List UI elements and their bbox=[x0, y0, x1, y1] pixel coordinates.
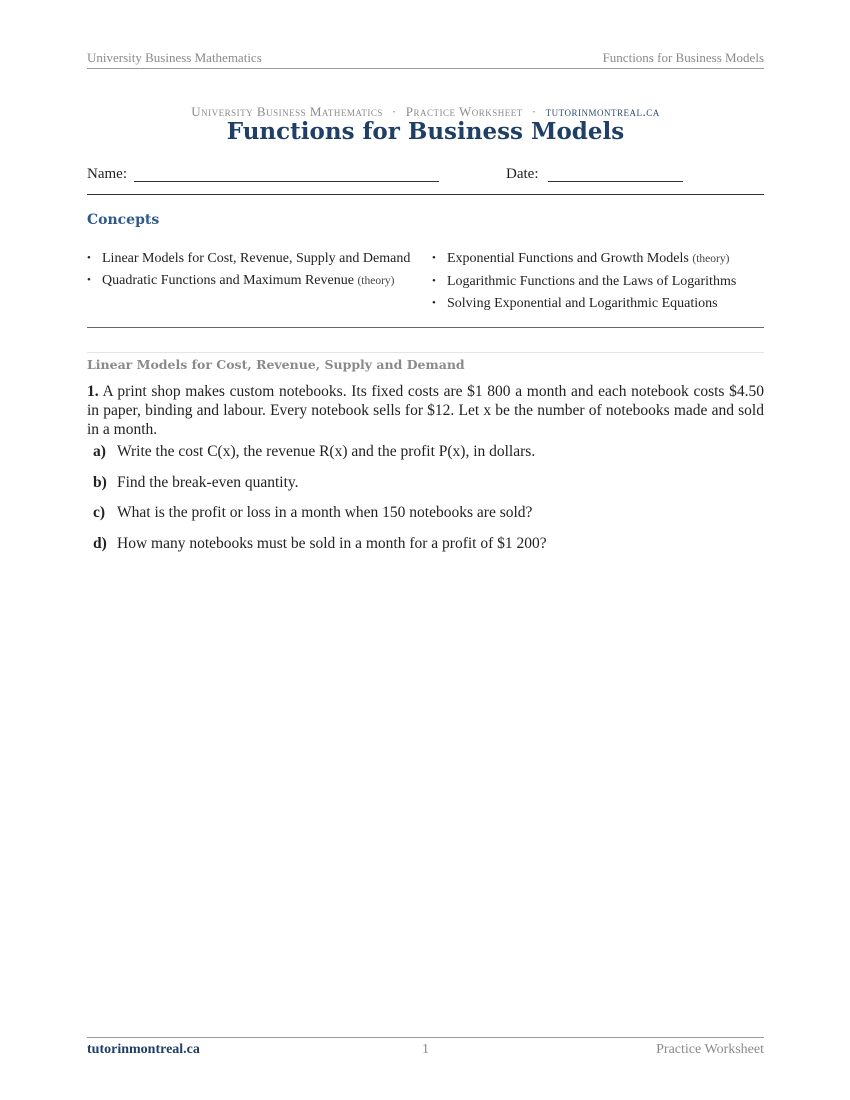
footer-worksheet-kind: Practice Worksheet bbox=[656, 1042, 764, 1057]
concept-theory-tag: (theory) bbox=[692, 253, 730, 265]
name-field[interactable] bbox=[134, 181, 439, 182]
concept-item bbox=[87, 272, 422, 290]
header-divider bbox=[87, 194, 764, 195]
concept-text: Logarithmic Functions and the Laws of Logarithms bbox=[447, 274, 737, 289]
problem-statement bbox=[87, 382, 764, 439]
problem-part bbox=[93, 504, 764, 524]
problem-part bbox=[93, 443, 764, 463]
section-heading: Linear Models for Cost, Revenue, Supply and Demand bbox=[87, 357, 465, 372]
concept-item bbox=[432, 273, 767, 290]
page-title: Functions for Business Models bbox=[226, 118, 625, 145]
concept-text: Linear Models for Cost, Revenue, Supply and Demand bbox=[102, 251, 411, 266]
footer-divider bbox=[87, 1037, 764, 1038]
page-footer bbox=[87, 1042, 764, 1060]
section-divider bbox=[87, 352, 764, 353]
kicker-separator: · bbox=[531, 104, 537, 119]
part-label: c) bbox=[93, 504, 106, 521]
name-date-row bbox=[87, 166, 764, 186]
concepts-column-left bbox=[87, 250, 422, 295]
concepts-list bbox=[87, 250, 764, 320]
problem-number: 1. bbox=[87, 383, 99, 400]
concepts-divider bbox=[87, 327, 764, 328]
concept-item bbox=[432, 295, 767, 312]
concepts-heading: Concepts bbox=[87, 212, 160, 228]
running-header-course: University Business Mathematics bbox=[87, 50, 262, 65]
kicker-kind: Practice Worksheet bbox=[405, 104, 523, 119]
part-text: What is the profit or loss in a month when 150 notebooks are sold? bbox=[117, 504, 533, 521]
problem-part bbox=[93, 535, 764, 555]
problem-part bbox=[93, 474, 764, 494]
running-header bbox=[87, 50, 764, 69]
name-label: Name: bbox=[87, 166, 127, 182]
date-label: Date: bbox=[506, 166, 539, 182]
concept-text: Quadratic Functions and Maximum Revenue bbox=[102, 273, 354, 288]
running-header-topic: Functions for Business Models bbox=[602, 50, 764, 65]
part-label: b) bbox=[93, 473, 107, 491]
kicker-site: tutorinmontreal.ca bbox=[545, 104, 660, 119]
problem-parts bbox=[93, 443, 764, 565]
part-label: d) bbox=[93, 534, 107, 552]
concept-item bbox=[432, 250, 767, 268]
kicker-course: University Business Mathematics bbox=[191, 104, 383, 119]
concepts-column-right bbox=[432, 250, 767, 317]
worksheet-page bbox=[87, 0, 764, 1100]
part-label: a) bbox=[93, 443, 106, 460]
concept-item bbox=[87, 250, 422, 267]
footer-site-link[interactable]: tutorinmontreal.ca bbox=[87, 1042, 200, 1057]
page-number: 1 bbox=[422, 1042, 429, 1057]
part-text: Find the break-even quantity. bbox=[117, 473, 299, 491]
date-field[interactable] bbox=[548, 181, 683, 182]
concept-text: Solving Exponential and Logarithmic Equations bbox=[447, 296, 718, 311]
part-text: Write the cost C(x), the revenue R(x) and the profit P(x), in dollars. bbox=[117, 443, 536, 460]
problem-text: A print shop makes custom notebooks. Its fixed costs are $1 800 a month and each notebook costs $4.50 in paper, binding and labour. Every notebook sells for $12. Let x be the number of notebooks made and sold in a month. bbox=[87, 383, 764, 438]
concept-theory-tag: (theory) bbox=[357, 275, 395, 287]
part-text: How many notebooks must be sold in a month for a profit of $1 200? bbox=[117, 534, 547, 552]
kicker-separator: · bbox=[391, 104, 397, 119]
concept-text: Exponential Functions and Growth Models bbox=[447, 251, 689, 266]
